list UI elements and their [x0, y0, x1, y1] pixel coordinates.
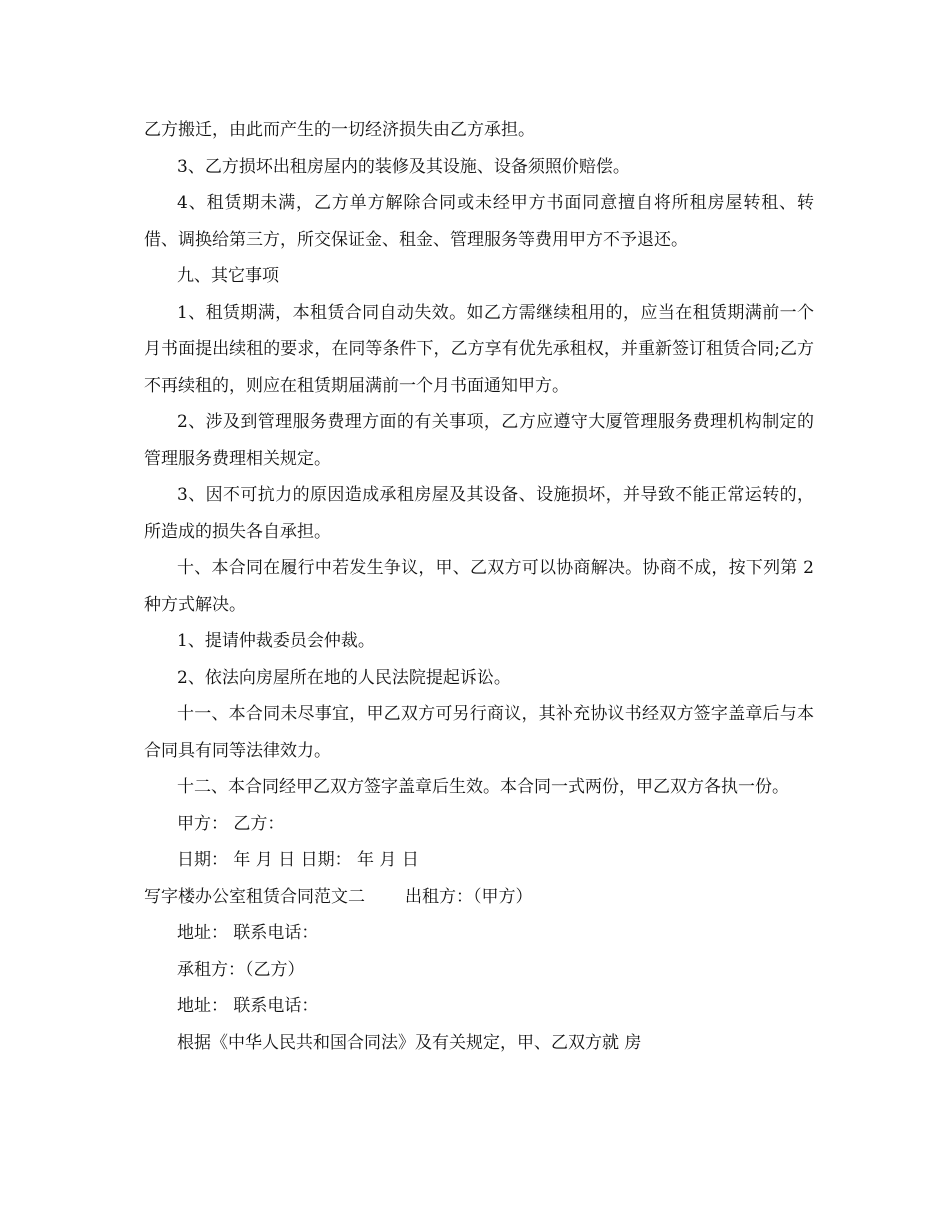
paragraph-dispute-resolution: 十、本合同在履行中若发生争议，甲、乙双方可以协商解决。协商不成，按下列第 2 种方式解决。 — [144, 558, 814, 615]
document-body — [144, 112, 814, 1061]
second-contract-heading-line — [144, 879, 814, 916]
lessor-address-line: 地址： 联系电话： — [177, 923, 319, 943]
paragraph-lease-expiry: 1、租赁期满，本租赁合同自动失效。如乙方需继续租用的，应当在租赁期满前一个月书面提出续租的要求，在同等条件下，乙方享有优先承租权，并重新签订租赁合同;乙方不再续租的，则应在租赁期届满前一个月书面通知甲方。 — [144, 302, 814, 396]
second-contract-title: 写字楼办公室租赁合同范文二 — [144, 886, 365, 907]
paragraph-arbitration: 1、提请仲裁委员会仲裁。 — [177, 631, 375, 651]
paragraph-litigation: 2、依法向房屋所在地的人民法院提起诉讼。 — [177, 667, 511, 688]
paragraph-force-majeure: 3、因不可抗力的原因造成承租房屋及其设备、设施损坏，并导致不能正常运转的，所造成的损失各自承担。 — [144, 485, 814, 542]
paragraph-supplementary-agreement: 十一、本合同未尽事宜，甲乙双方可另行商议，其补充协议书经双方签字盖章后与本合同具有同等法律效力。 — [144, 704, 814, 761]
lessee-address-line: 地址： 联系电话： — [177, 996, 319, 1016]
lessor-label: 出租方：（甲方） — [405, 886, 533, 907]
paragraph-damage-compensation: 3、乙方损坏出租房屋内的装修及其设施、设备须照价赔偿。 — [177, 156, 630, 177]
lessee-label: 承租方：（乙方） — [177, 959, 305, 980]
paragraph-relocation-loss: 乙方搬迁，由此而产生的一切经济损失由乙方承担。 — [144, 120, 535, 140]
signature-date-line: 日期： 年 月 日 日期： 年 月 日 — [177, 850, 419, 870]
paragraph-early-termination: 4、租赁期未满，乙方单方解除合同或未经甲方书面同意擅自将所租房屋转租、转借、调换给第三方，所交保证金、租金、管理服务等费用甲方不予退还。 — [144, 193, 814, 250]
signature-parties-line: 甲方： 乙方： — [177, 813, 285, 834]
paragraph-effectiveness: 十二、本合同经甲乙双方签字盖章后生效。本合同一式两份，甲乙双方各执一份。 — [177, 777, 789, 797]
paragraph-legal-basis: 根据《中华人民共和国合同法》及有关规定，甲、乙双方就 房 — [177, 1032, 642, 1053]
paragraph-management-fees: 2、涉及到管理服务费理方面的有关事项，乙方应遵守大厦管理服务费理机构制定的管理服务费理相关规定。 — [144, 412, 814, 469]
section-heading-other-matters: 九、其它事项 — [177, 266, 279, 286]
